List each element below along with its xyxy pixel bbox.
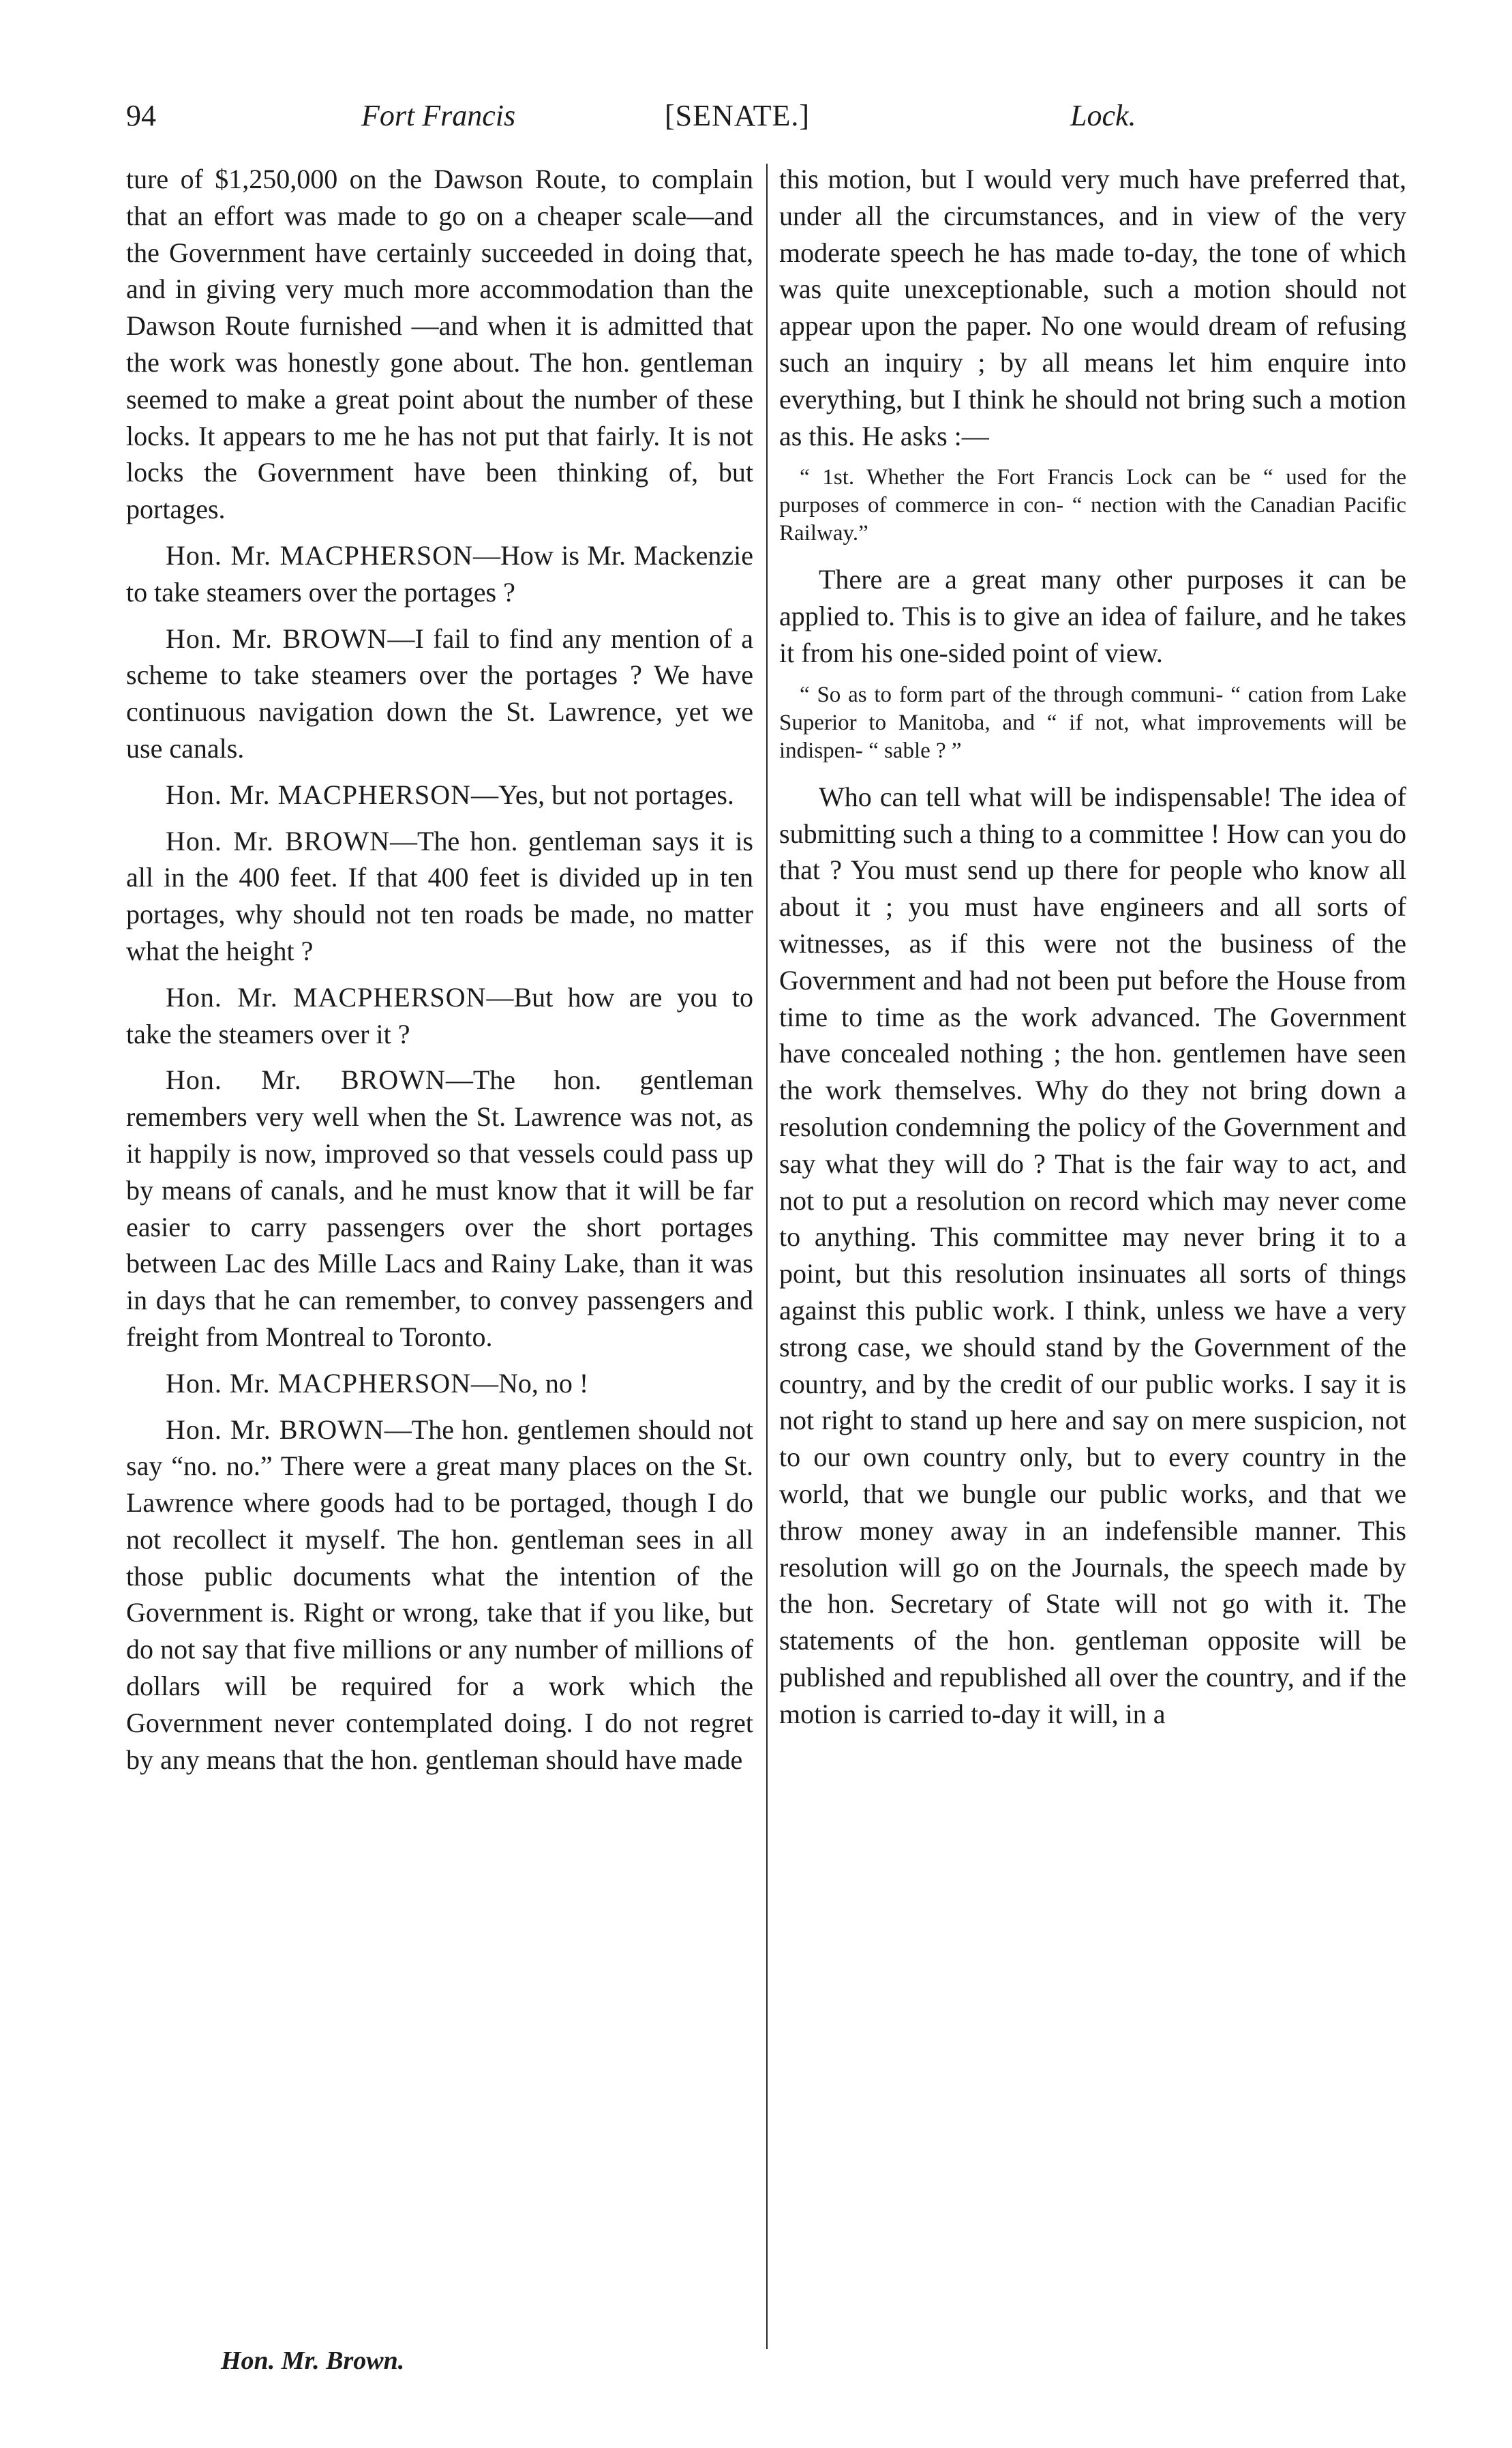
quote-text: “ 1st. Whether the Fort Francis Lock can be “ used for the purposes of commerce in con- “ nection with the Canadian Pacific Railway.” [779,465,1406,546]
speech-paragraph [126,823,753,970]
speech-text: —But how are you to take the steamers over it ? [126,981,753,1049]
speaker-name: Hon. Mr. BROWN [166,1064,446,1096]
speech-text: —No, no ! [470,1367,589,1399]
speaker-name: Hon. Mr. MACPHERSON [166,1367,471,1399]
speaker-name: Hon. Mr. BROWN [166,623,388,654]
paragraph: this motion, but I would very much have preferred that, under all the circumstances, and in view of the very moderate speech he has made to-day, the tone of which was quite unexceptionable, such a motion should not appear upon the paper. No one would dream of refusing such an inquiry ; by all means let him enquire into everything, but I think he should not bring such a motion as this. He asks :— [779,164,1406,451]
speech-text: —The hon. gentlemen should not say “no. no.” There were a great many places on the St. Lawrence where goods had to be portaged, though I do not recollect it myself. The hon. gentleman sees in all those public documents what the intention of the Government is. Right or wrong, take that if you like, but do not say that five millions or any number of millions of dollars will be required for a work which the Government never contemplated doing. I do not regret by any means that the hon. gentleman should have made [126,1414,753,1775]
header-center-title: [SENATE.] [665,99,811,132]
left-column [126,161,753,1778]
speech-paragraph [126,1365,753,1402]
speech-paragraph [126,979,753,1053]
column-divider [766,164,768,2349]
right-column [779,161,1406,1732]
speaker-name: Hon. Mr. BROWN [166,1414,384,1445]
block-quote [779,464,1406,548]
block-quote [779,681,1406,765]
page-number: 94 [126,99,156,132]
header-left-title: Fort Francis [361,99,516,132]
speech-paragraph [126,621,753,767]
speech-paragraph [126,1062,753,1355]
speaker-name: Hon. Mr. BROWN [166,825,391,856]
speech-paragraph [126,777,753,813]
speech-text: —Yes, but not portages. [470,779,734,810]
speech-text: —I fail to find any mention of a scheme to take steamers over the portages ? We have continuous navigation down the St. Lawrence, yet we use canals. [126,623,754,764]
page-header [126,95,1391,136]
quote-text: “ So as to form part of the through communi- “ cation from Lake Superior to Manitoba, and “ if not, what improvements will be indispen- “ sable ? ” [779,682,1406,763]
footer-speaker-note: Hon. Mr. Brown. [221,2346,405,2375]
speech-paragraph [126,1412,753,1778]
speaker-name: Hon. Mr. MACPHERSON [166,779,471,810]
speech-paragraph [126,537,753,611]
header-right-title: Lock. [1070,99,1136,132]
paragraph: ture of $1,250,000 on the Dawson Route, to complain that an effort was made to go on a cheaper scale—and the Government have certainly succeeded in doing that, and in giving very much more accommodation than the Dawson Route furnished —and when it is admitted that the work was honestly gone about. The hon. gentleman seemed to make a great point about the number of these locks. It appears to me he has not put that fairly. It is not locks the Government have been thinking of, but portages. [126,164,753,525]
speech-text: —The hon. gentleman says it is all in the 400 feet. If that 400 feet is divided up in ten portages, why should not ten roads be made, no matter what the height ? [126,825,753,966]
speaker-name: Hon. Mr. MACPHERSON [166,981,487,1013]
speech-text: —How is Mr. Mackenzie to take steamers over the portages ? [126,539,753,608]
speech-text: —The hon. gentleman remembers very well when the St. Lawrence was not, as it happily is now, improved so that vessels could pass up by means of canals, and he must know that it will be far easier to carry passengers over the short portages between Lac des Mille Lacs and Rainy Lake, than it was in days that he can remember, to convey passengers and freight from Montreal to Toronto. [126,1064,753,1352]
paragraph: Who can tell what will be indispensable! The idea of submitting such a thing to a committee ! How can you do that ? You must send up there for people who know all about it ; you must have engineers and all sorts of witnesses, as if this were not the business of the Government and had not been put before the House from time to time as the work advanced. The Government have concealed nothing ; the hon. gentlemen have seen the work themselves. Why do they not bring down a resolution condemning the policy of the Government and say what they will do ? That is the fair way to act, and not to put a resolution on record which may never come to anything. This committee may never bring it to a point, but this resolution insinuates all sorts of things against this public work. I think, unless we have a very strong case, we should stand by the Government of the country, and by the credit of our public works. I say it is not right to stand up here and say on mere suspicion, not to our own country only, but to every country in the world, that we bungle our public works, and that we throw money away in an indefensible manner. This resolution will go on the Journals, the speech made by the hon. Secretary of State will not go with it. The statements of the hon. gentleman opposite will be published and republished all over the country, and if the motion is carried to-day it will, in a [779,781,1406,1729]
paragraph: There are a great many other purposes it can be applied to. This is to give an idea of failure, and he takes it from his one-sided point of view. [779,564,1406,668]
speaker-name: Hon. Mr. MACPHERSON [166,539,473,571]
